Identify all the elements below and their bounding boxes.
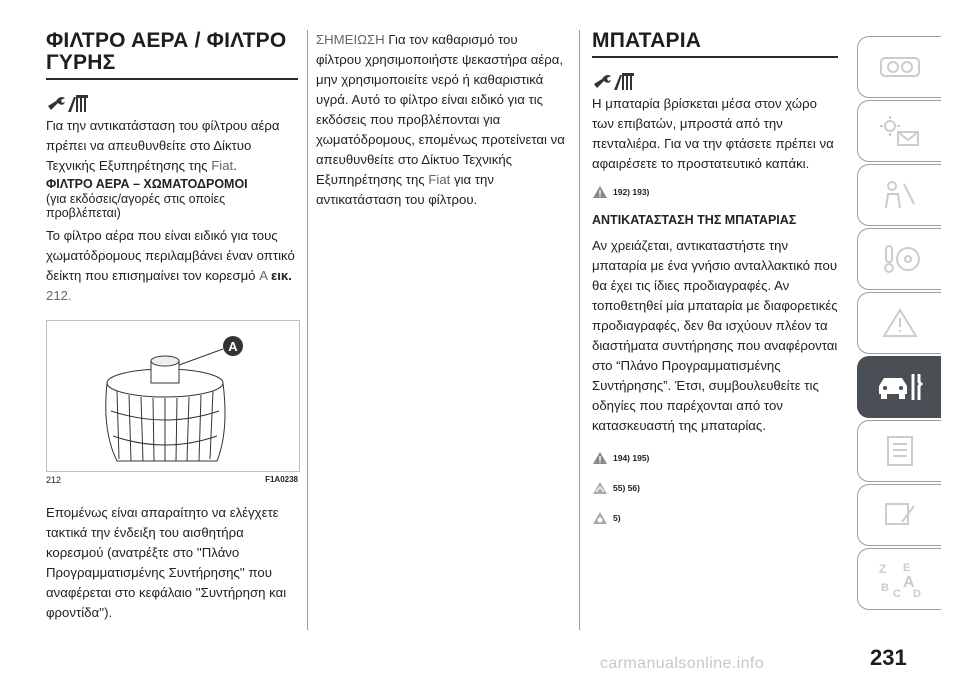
multimedia-icon bbox=[878, 498, 922, 532]
watermark: carmanualsonline.info bbox=[600, 655, 765, 672]
text: Για τον καθαρισμό του φίλτρου χρησιμοποιήστε ψεκαστήρα αέρα, μην χρησιμοποιείτε νερό ή καθαριστικά υγρά. Αυτό το φίλτρο είναι ειδικό για τις εκδόσεις που προβλέπονται για χωματόδρομους, επομένως προτείνεται να απευθυνθείτε στο Δίκτυο Τεχνικής Εξυπηρέτησης της bbox=[316, 32, 565, 187]
svg-text:D: D bbox=[912, 588, 921, 599]
caution-ref-text: 55) 56) bbox=[613, 483, 640, 493]
figure-caption bbox=[46, 475, 298, 485]
figure-air-filter bbox=[46, 320, 300, 472]
warning-ref-text: 194) 195) bbox=[613, 453, 650, 463]
tab-technical-data[interactable] bbox=[857, 420, 941, 482]
warning-icon bbox=[592, 451, 608, 465]
figure-code: F1A0238 bbox=[265, 475, 298, 484]
ref-label: A bbox=[259, 268, 268, 283]
environment-ref-text: 5) bbox=[613, 513, 621, 523]
callout-a-label: A bbox=[228, 339, 238, 354]
tab-index[interactable] bbox=[857, 548, 941, 610]
tab-warning-lights[interactable] bbox=[857, 292, 941, 354]
paragraph bbox=[46, 226, 298, 306]
caution-icon bbox=[592, 481, 608, 495]
note-paragraph bbox=[316, 30, 566, 210]
column-divider bbox=[307, 30, 308, 630]
svg-text:Z: Z bbox=[878, 562, 886, 576]
svg-text:B: B bbox=[880, 582, 889, 594]
index-icon bbox=[875, 559, 925, 599]
brand-text: Fiat bbox=[428, 172, 451, 187]
text: Το φίλτρο αέρα που είναι ειδικό για τους χωματόδρομους περιλαμβάνει έναν οπτικό δείκτη που επισημαίνει τον κορεσμό bbox=[46, 228, 295, 283]
lights-mail-icon bbox=[878, 114, 922, 148]
starting-driving-icon bbox=[878, 242, 922, 276]
tab-multimedia[interactable] bbox=[857, 484, 941, 546]
warning-ref-text: 192) 193) bbox=[613, 187, 650, 197]
caution-ref bbox=[592, 476, 838, 500]
tab-lights[interactable] bbox=[857, 100, 941, 162]
column-note bbox=[316, 30, 566, 210]
warning-ref bbox=[592, 446, 838, 470]
paragraph: Επομένως είναι απαραίτητο να ελέγχετε τακτικά την ένδειξη του αισθητήρα κορεσμού (ανατρέξτε στο ''Πλάνο Προγραμματισμένης Συντήρησης'' που αναφέρεται στο κεφάλαιο ''Συντήρηση και φροντίδα''). bbox=[46, 505, 287, 620]
dashboard-icon bbox=[878, 52, 922, 82]
paragraph bbox=[46, 116, 298, 176]
tab-dashboard[interactable] bbox=[857, 36, 941, 98]
air-filter-illustration bbox=[47, 321, 299, 471]
warning-lights-icon bbox=[878, 306, 922, 340]
column-battery bbox=[592, 30, 838, 536]
warning-icon bbox=[592, 185, 608, 199]
environment-icon bbox=[592, 511, 608, 525]
subheading-note: (για εκδόσεις/αγορές στις οποίες προβλέπεται) bbox=[46, 192, 226, 220]
section-title-battery: ΜΠΑΤΑΡΙΑ bbox=[592, 30, 838, 58]
svg-text:E: E bbox=[902, 562, 910, 574]
tools-icon bbox=[46, 88, 298, 114]
svg-text:C: C bbox=[892, 588, 901, 599]
warning-ref bbox=[592, 180, 838, 204]
fig-ref: εικ. bbox=[270, 268, 292, 283]
column-divider bbox=[579, 30, 580, 630]
section-title-air-filter: ΦΙΛΤΡΟ ΑΕΡΑ / ΦΙΛΤΡΟ ΓΥΡΗΣ bbox=[46, 30, 298, 80]
note-label: ΣΗΜΕΙΩΣΗ bbox=[316, 32, 385, 47]
text: για την αντικατάσταση του φίλτρου. bbox=[316, 172, 494, 207]
technical-data-icon bbox=[878, 434, 922, 468]
safety-icon bbox=[878, 178, 922, 212]
page-number: 231 bbox=[870, 645, 907, 670]
figure-number: 212 bbox=[46, 475, 62, 485]
tab-maintenance[interactable] bbox=[857, 356, 941, 418]
column-air-filter bbox=[46, 30, 298, 623]
brand-text: Fiat bbox=[211, 158, 234, 173]
tab-safety[interactable] bbox=[857, 164, 941, 226]
environment-ref bbox=[592, 506, 838, 530]
tab-starting-driving[interactable] bbox=[857, 228, 941, 290]
text: . bbox=[233, 158, 237, 173]
maintenance-icon bbox=[875, 370, 925, 404]
subheading-dirt-roads: ΦΙΛΤΡΟ ΑΕΡΑ – ΧΩΜΑΤΟΔΡΟΜΟΙ bbox=[46, 177, 248, 191]
svg-text:A: A bbox=[902, 574, 915, 591]
paragraph: Η μπαταρία βρίσκεται μέσα στον χώρο των επιβατών, μπροστά από την πενταλιέρα. Για να την φτάσετε πρέπει να αφαιρέσετε το προστατευτικό καπάκι. bbox=[592, 96, 834, 171]
subheading-replace-battery: ΑΝΤΙΚΑΤΑΣΤΑΣΗ ΤΗΣ ΜΠΑΤΑΡΙΑΣ bbox=[592, 213, 797, 227]
tools-icon bbox=[592, 66, 838, 92]
paragraph: Αν χρειάζεται, αντικαταστήστε την μπαταρία με ένα γνήσιο ανταλλακτικό που θα έχει τις ίδιες προδιαγραφές. Αν τοποθετηθεί μία μπαταρία με διαφορετικές προδιαγραφές, δεν θα ισχύουν πλέον τα διαστήματα συντήρησης που αναφέρονται στο “Πλάνο Προγραμματισμένης Συντήρησης”. Έτσι, συμβουλευθείτε τις οδηγίες που παρέχονται από τον κατασκευαστή της μπαταρίας. bbox=[592, 238, 838, 433]
fig-number: 212. bbox=[46, 288, 72, 303]
text: Για την αντικατάσταση του φίλτρου αέρα πρέπει να απευθυνθείτε στο Δίκτυο Τεχνικής Εξυπηρέτησης της bbox=[46, 118, 280, 173]
